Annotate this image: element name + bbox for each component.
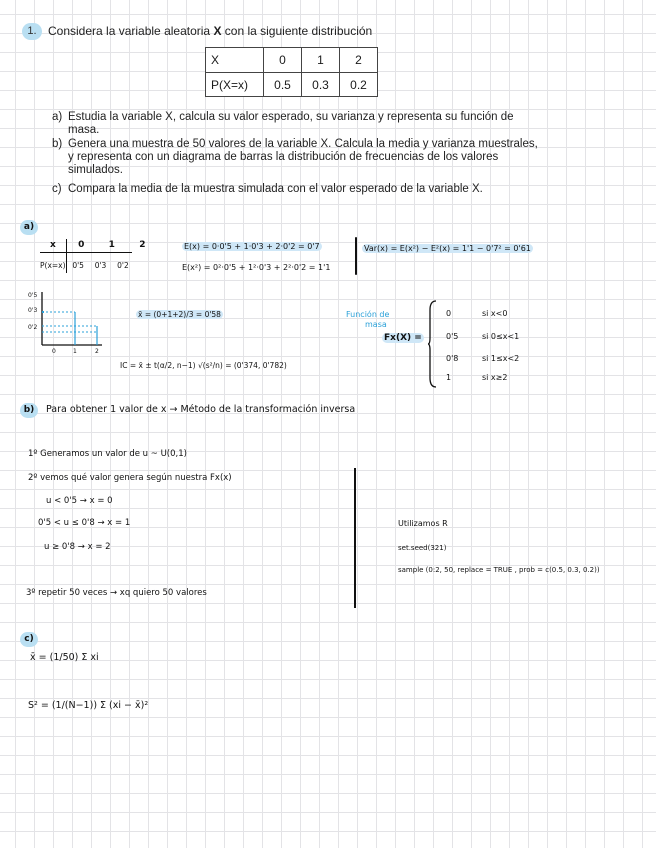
cdf-row: 1 si x≥2 xyxy=(446,373,508,382)
item-b: b) Genera una muestra de 50 valores de la variable X. Calcula la media y varianza muestrales, y representa con un diagrama de barras la distribución de frecuencias de los valores simulados. xyxy=(52,138,538,176)
mean-estimate: x̄ = (0+1+2)/3 = 0'58 xyxy=(138,310,221,319)
table-cell: P(X=x) xyxy=(206,73,264,97)
cdf-row: 0'5 si 0≤x<1 xyxy=(446,332,520,341)
section-c-badge: c) xyxy=(20,632,38,647)
case-2: 0'5 < u ≤ 0'8 → x = 1 xyxy=(38,518,131,528)
variance-formula: Var(x) = E(x²) − E²(x) = 1'1 − 0'7² = 0'61 xyxy=(364,244,531,253)
confidence-interval: IC = x̄ ± t(α/2, n−1) √(s²/n) = (0'374, 0'782) xyxy=(120,361,287,370)
step-1: 1º Generamos un valor de u ~ U(0,1) xyxy=(28,449,187,459)
table-cell: 0.2 xyxy=(340,73,378,97)
graph-x-tick: 0 xyxy=(52,348,56,355)
hw-table-header: x 0 1 2 xyxy=(50,240,146,250)
case-3: u ≥ 0'8 → x = 2 xyxy=(44,542,111,552)
hw-table-divider xyxy=(40,252,132,253)
item-a: a) Estudia la variable X, calcula su valor esperado, su varianza y representa su función de masa. xyxy=(52,111,514,136)
table-cell: 1 xyxy=(302,48,340,73)
step-3: 3º repetir 50 veces → xq quiero 50 valores xyxy=(26,588,207,598)
mass-label-2: masa xyxy=(365,320,387,329)
table-row xyxy=(206,73,378,97)
table-row xyxy=(206,48,378,73)
graph-x-tick: 1 xyxy=(73,348,77,355)
question-title: Considera la variable aleatoria X con la siguiente distribución xyxy=(48,24,373,38)
table-cell: 0.5 xyxy=(264,73,302,97)
distribution-table xyxy=(205,47,378,97)
table-cell: X xyxy=(206,48,264,73)
expectation-squared-formula: E(x²) = 0²·0'5 + 1²·0'3 + 2²·0'2 = 1'1 xyxy=(182,263,331,272)
question-number: 1. xyxy=(27,25,37,37)
hw-table-row: P(x=x) 0'5 0'3 0'2 xyxy=(40,261,129,270)
section-b-divider xyxy=(354,468,356,608)
cdf-label: Fx(X) = xyxy=(384,333,422,343)
r-label: Utilizamos R xyxy=(398,519,448,528)
sample-variance-formula: S² = (1/(N−1)) Σ (xi − x̄)² xyxy=(28,700,149,711)
question-number-badge xyxy=(22,23,42,40)
r-sample: sample (0:2, 50, replace = TRUE , prob = c(0.5, 0.3, 0.2)) xyxy=(398,566,600,574)
section-b-title: Para obtener 1 valor de x → Método de la transformación inversa xyxy=(46,404,356,415)
cdf-brace xyxy=(428,300,438,388)
cdf-row: 0'8 si 1≤x<2 xyxy=(446,354,520,363)
section-a-badge: a) xyxy=(20,220,38,235)
table-cell: 0 xyxy=(264,48,302,73)
table-cell: 0.3 xyxy=(302,73,340,97)
table-cell: 2 xyxy=(340,48,378,73)
brace-line xyxy=(355,237,357,275)
graph-x-tick: 2 xyxy=(95,348,99,355)
expectation-formula: E(x) = 0·0'5 + 1·0'3 + 2·0'2 = 0'7 xyxy=(184,242,320,251)
case-1: u < 0'5 → x = 0 xyxy=(46,496,113,506)
r-seed: set.seed(321) xyxy=(398,544,447,552)
step-2: 2º vemos qué valor genera según nuestra Fx(x) xyxy=(28,473,232,483)
graph-y-tick: 0'5 xyxy=(28,292,38,299)
mass-function-graph xyxy=(30,292,105,354)
cdf-row: 0 si x<0 xyxy=(446,309,508,318)
sample-mean-formula: x̄ = (1/50) Σ xi xyxy=(30,652,99,663)
item-c: c) Compara la media de la muestra simulada con el valor esperado de la variable X. xyxy=(52,183,483,195)
variable-x: X xyxy=(213,24,222,38)
mass-label: Función de xyxy=(346,310,390,319)
graph-y-tick: 0'3 xyxy=(28,307,38,314)
section-b-badge: b) xyxy=(20,403,38,418)
graph-y-tick: 0'2 xyxy=(28,324,38,331)
